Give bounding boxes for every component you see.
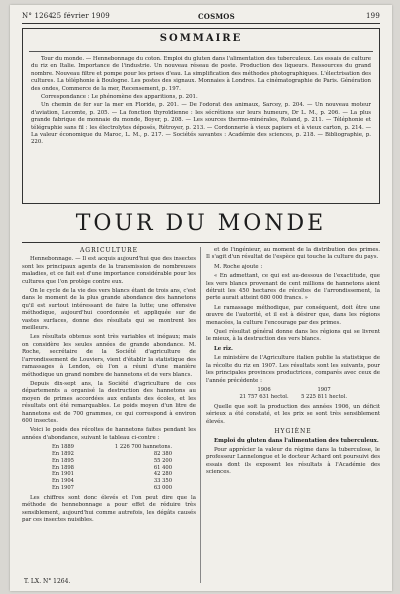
article-paragraph: Quel résultat général donne dans les régions qui se livrent le mieux, à la destruction des vers blancs. bbox=[206, 329, 380, 343]
table-row bbox=[233, 394, 353, 401]
article-paragraph: et de l'ingénieur, au moment de la distribution des primes. Il s'agit d'un résultat de l'espèce qui touche la culture du pays. bbox=[206, 247, 380, 261]
stat-year: En 1895 bbox=[52, 457, 74, 464]
rice-production-table bbox=[233, 387, 353, 401]
table-row bbox=[52, 458, 172, 465]
article-paragraph: Depuis dix-sept ans, la Société d'agriculture de ces départements a organisé la destruction des hannetons au moyen de primes accordées aux enfants des écoles, et les résultats ont été remarquables. Le poids moyen d'un litre de hannetons est de 700 grammes, ce qui correspond à environ 600 insectes. bbox=[22, 380, 196, 424]
table-row bbox=[52, 451, 172, 458]
column-header: 1906 bbox=[257, 386, 271, 393]
section-rule bbox=[22, 242, 380, 243]
stat-year: En 1898 bbox=[52, 464, 74, 471]
table-row bbox=[52, 478, 172, 485]
article-paragraph: Quelle que soit la production des années 1906, un déficit sérieux a été constaté, et les prix se sont très sensiblement élevés. bbox=[206, 403, 380, 425]
table-cell: 21 757 631 hectol. bbox=[239, 393, 289, 400]
stat-value: 42 280 bbox=[153, 471, 172, 478]
journal-title: COSMOS bbox=[198, 12, 235, 21]
stat-value: 33 350 bbox=[153, 478, 172, 485]
page-number: 199 bbox=[366, 12, 380, 20]
sommaire-text bbox=[31, 56, 371, 148]
sommaire-paragraph: Tour du monde. — Hennebonnage du coton. Emploi du gluten dans l'alimentation des tuberculeux. Les essais de culture du riz en Italie. Importance de l'industrie. Un nouveau réseau de poste. Production des liqueurs. Ressources du grand nombre. Nouveau filtre et pompe pour les prises d'eau. La simplification des méthodes photographiques. L'électrisation des cultures. La téléphonie à Boulogne. Les postes des signaux. Monnaies à Londres. La cinématographie de Paris. Génération des ondes, Commerce de la mer, Recensement, p. 197. bbox=[31, 56, 371, 92]
section-heading: TOUR DU MONDE bbox=[75, 211, 327, 236]
article-paragraph: Hennebonnage. — Il est acquis aujourd'hui que des insectes sont les principaux agents de la transmission de nombreuses maladies, et ce fait est d'une importance considérable pour les cultures que l'on protège contre eux. bbox=[22, 256, 196, 285]
article-paragraph: Voici le poids des récoltes de hannetons faites pendant les années d'abondance, suivant le tableau ci-contre : bbox=[22, 427, 196, 441]
article-paragraph: « En admettant, ce qui est au-dessous de l'exactitude, que les vers blancs provenant de cent millions de hannetons aient détruit les 450 hectares de récoltes de l'arrondissement, la perte aurait atteint 680 000 francs. » bbox=[206, 273, 380, 302]
stat-year: En 1889 bbox=[52, 444, 74, 451]
stat-year: En 1907 bbox=[52, 484, 74, 491]
stat-value: 55 200 bbox=[153, 457, 172, 464]
column-header: 1907 bbox=[317, 386, 331, 393]
stat-value: 61 400 bbox=[153, 464, 172, 471]
left-column bbox=[22, 247, 196, 526]
sommaire-box bbox=[22, 28, 380, 204]
article-paragraph: Pour apprécier la valeur du régime dans la tuberculose, le professeur Lannelongue et le docteur Achard ont poursuivi des essais dont ils exposent les résultats à l'Académie des sciences. bbox=[206, 446, 380, 476]
table-header-row bbox=[233, 387, 353, 394]
hanneton-stats-table bbox=[52, 444, 172, 492]
stat-year: En 1904 bbox=[52, 478, 74, 485]
table-row bbox=[52, 485, 172, 492]
right-column bbox=[206, 247, 380, 479]
article-paragraph: On le cycle de la vie des vers blancs étant de trois ans, c'est dans le moment de la plus grande abondance des hannetons qu'il est surtout intéressant de faire la lutte; une offensive méthodique, aujourd'hui coordonnée et appliquée sur de vastes surfaces, donne des résultats qui se montrent les meilleurs. bbox=[22, 288, 196, 332]
page-footer: T. LX. N° 1264. bbox=[24, 578, 71, 585]
stat-year: En 1892 bbox=[52, 450, 74, 457]
sommaire-paragraph: Un chemin de fer sur la mer en Floride, p. 201. — De l'odorat des animaux, Sarcey, p. 204. — Un nouveau moteur d'aviation, Lecomte, p. 205. — La fonction thyroïdienne : les sécrétions sur leurs humeurs, Dr L. M., p. 206. — La plus grande fabrique de monnaie du monde, Boyer, p. 208. — Les sources thermo-minérales, Roland, p. 211. — Téléphonie et télégraphie sans fil : les électrolytes déposés, Rétroyer, p. 213. — Cordonnerie à vieux papiers et à vieux carton, p. 214. — La valeur économique du Maroc, L. M., p. 217. — Sociétés savantes : Académie des sciences, p. 218. — Bibliographie, p. 220. bbox=[31, 102, 371, 146]
stat-value: 82 380 bbox=[153, 450, 172, 457]
riz-subtitle: Le riz. bbox=[214, 345, 233, 352]
issue-number: N° 1264 bbox=[22, 12, 54, 20]
article-paragraph: M. Roche ajoute : bbox=[214, 263, 263, 270]
header-rule bbox=[22, 23, 380, 24]
table-row bbox=[52, 465, 172, 472]
column-divider bbox=[200, 247, 201, 583]
agriculture-title: AGRICULTURE bbox=[79, 247, 139, 254]
table-cell: 5 225 811 hectol. bbox=[301, 393, 347, 400]
sommaire-paragraph: Correspondance : Le phénomène des apparitions, p. 201. bbox=[41, 94, 198, 101]
article-paragraph: Le ministère de l'Agriculture italien publie la statistique de la récolte du riz en 1907. Les résultats sont les suivants, pour les principales provinces productrices, comparés avec ceux de l'année précédente : bbox=[206, 355, 380, 384]
table-row bbox=[52, 444, 172, 451]
stat-value: 63 000 bbox=[153, 484, 172, 491]
article-paragraph: Les résultats obtenus sont très variables et inégaux; mais on considère les seules années de grande abondance. M. Roche, secrétaire de la Société d'agriculture de l'arrondissement de Louviers, vient d'établir la statistique des ramassages à Lendon, où l'on a réuni d'une manière méthodique un grand nombre de hannetons et de vers blancs. bbox=[22, 334, 196, 378]
stat-value: 1 226 700 hannetons. bbox=[114, 444, 172, 451]
page-header bbox=[22, 9, 380, 23]
article-paragraph: Le ramassage méthodique, par conséquent, doit être une œuvre de l'autorité, et il est à désirer que, dans les régions menacées, la culture l'encourage par des primes. bbox=[206, 304, 380, 326]
gluten-subtitle: Emploi du gluten dans l'alimentation des tuberculeux. bbox=[214, 437, 379, 444]
stat-year: En 1901 bbox=[52, 471, 74, 478]
sommaire-divider bbox=[29, 51, 373, 52]
journal-page bbox=[10, 5, 392, 591]
table-row bbox=[52, 471, 172, 478]
article-paragraph: Les chiffres sont donc élevés et l'on peut dire que la méthode de hennebonnage a pour effet de réduire très sensiblement, aujourd'hui comme autrefois, les dégâts causés par ces insectes nuisibles. bbox=[22, 494, 196, 523]
sommaire-title: SOMMAIRE bbox=[159, 33, 243, 44]
issue-date: 25 février 1909 bbox=[52, 12, 110, 20]
hygiene-title: HYGIÈNE bbox=[274, 428, 312, 436]
